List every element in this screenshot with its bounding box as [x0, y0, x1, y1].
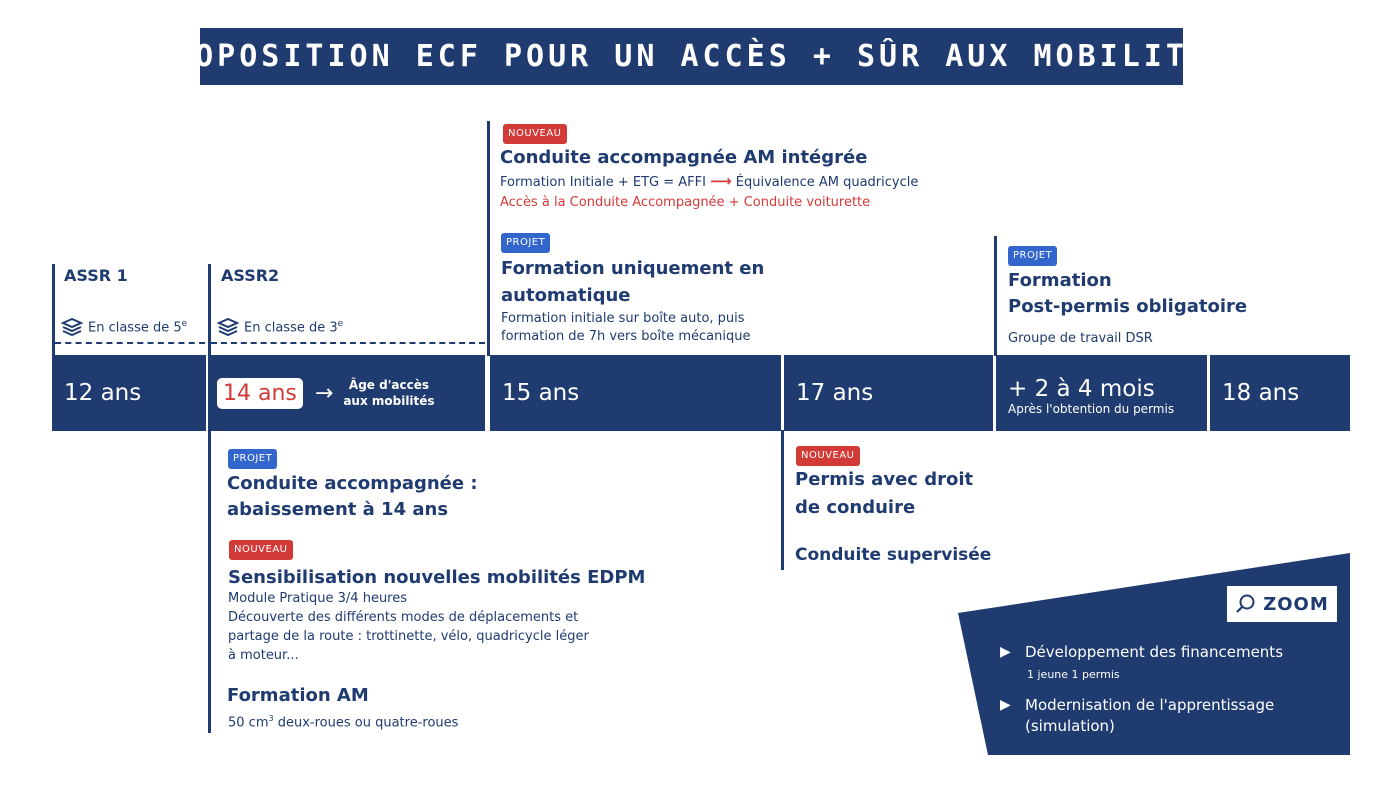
assr1-detail: En classe de 5e — [60, 315, 187, 338]
search-icon — [1235, 593, 1257, 615]
books-icon — [216, 318, 240, 338]
access-age-label: Âge d'accès aux mobilités — [343, 378, 435, 408]
edpm-line2: Découverte des différents modes de déplacements et — [228, 610, 579, 625]
timeline-17 — [784, 355, 993, 431]
automatique-line2: formation de 7h vers boîte mécanique — [501, 329, 751, 344]
arrow-right-icon: → — [314, 380, 334, 406]
divider-15 — [487, 121, 490, 356]
edpm-line3: partage de la route : trottinette, vélo, quadricycle léger — [228, 629, 589, 644]
edpm-title: Sensibilisation nouvelles mobilités EDPM — [228, 567, 646, 588]
timeline-post — [996, 355, 1207, 431]
divider-17 — [781, 430, 784, 570]
permis-title2: de conduire — [795, 497, 916, 518]
ca14-title2: abaissement à 14 ans — [227, 499, 449, 520]
am-integree-line2: Accès à la Conduite Accompagnée + Conduite voiturette — [500, 195, 871, 210]
divider-post — [994, 236, 997, 356]
timeline-12 — [52, 355, 206, 431]
badge-projet: PROJET — [228, 449, 277, 469]
triangle-bullet-icon: ▶ — [1000, 644, 1011, 660]
assr2-detail: En classe de 3e — [216, 315, 343, 338]
age-15: 15 ans — [502, 380, 580, 406]
timeline-18 — [1210, 355, 1350, 431]
zoom-item1: Développement des financements — [1025, 643, 1284, 661]
arrow-right-icon: ⟶ — [710, 172, 732, 190]
age-17: 17 ans — [796, 380, 874, 406]
formation-am-title: Formation AM — [227, 685, 369, 706]
formation-am-line1: 50 $cm^3$ deux-roues ou quatre-roues — [228, 714, 459, 731]
age-12: 12 ans — [64, 380, 142, 406]
automatique-line1: Formation initiale sur boîte auto, puis — [501, 311, 745, 326]
ca14-title1: Conduite accompagnée : — [227, 473, 478, 494]
permis-title1: Permis avec droit — [795, 469, 974, 490]
badge-projet: PROJET — [501, 233, 550, 253]
zoom-label: ZOOM — [1263, 593, 1329, 615]
post-permis-title2: Post-permis obligatoire — [1008, 296, 1248, 317]
badge-projet: PROJET — [1008, 246, 1057, 266]
badge-nouveau: NOUVEAU — [229, 540, 293, 560]
age-post: + 2 à 4 mois — [1008, 376, 1155, 402]
am-integree-title: Conduite accompagnée AM intégrée — [500, 147, 868, 168]
post-permis-title1: Formation — [1008, 270, 1112, 291]
zoom-item2-line1: Modernisation de l'apprentissage — [1025, 696, 1275, 714]
badge-nouveau: NOUVEAU — [796, 446, 860, 466]
age-14: 14 ans — [217, 378, 303, 409]
assr1-label: ASSR 1 — [64, 266, 128, 285]
dashed-assr2 — [211, 342, 485, 344]
timeline-15 — [490, 355, 781, 431]
post-permis-line1: Groupe de travail DSR — [1008, 331, 1153, 346]
divider-14-below — [208, 430, 211, 733]
badge-nouveau: NOUVEAU — [503, 124, 567, 144]
timeline-14 — [208, 355, 485, 431]
assr2-label: ASSR2 — [221, 266, 280, 285]
books-icon — [60, 318, 84, 338]
age-18: 18 ans — [1222, 380, 1300, 406]
zoom-badge — [1227, 586, 1337, 622]
edpm-line1: Module Pratique 3/4 heures — [228, 591, 408, 606]
dashed-assr1 — [55, 342, 205, 344]
am-integree-line1: Formation Initiale + ETG = AFFI ⟶ Équivalence AM quadricycle — [500, 172, 919, 190]
permis-title3: Conduite supervisée — [795, 545, 992, 565]
triangle-bullet-icon: ▶ — [1000, 697, 1011, 713]
zoom-item2-line2: (simulation) — [1025, 717, 1115, 735]
age-post-sub: Après l'obtention du permis — [1008, 402, 1175, 416]
automatique-title2: automatique — [501, 285, 631, 306]
automatique-title1: Formation uniquement en — [501, 258, 765, 279]
zoom-item1-sub: 1 jeune 1 permis — [1027, 668, 1120, 681]
page-title: PROPOSITION ECF POUR UN ACCÈS + SÛR AUX MOBILITÉS — [151, 39, 1233, 74]
edpm-line4: à moteur... — [228, 648, 299, 663]
title-banner — [151, 28, 1233, 85]
